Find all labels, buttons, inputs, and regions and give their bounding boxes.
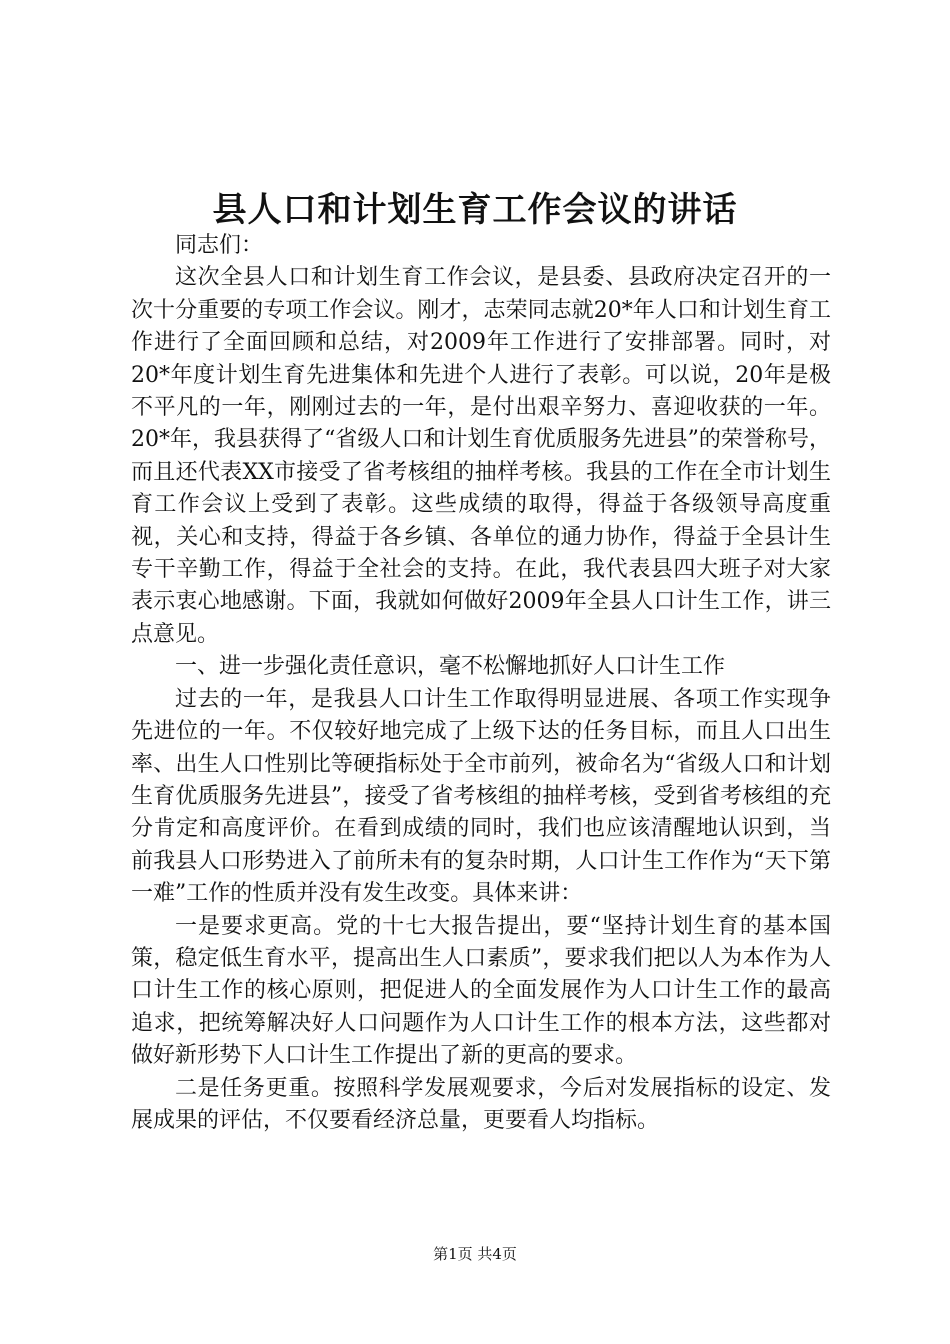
body-paragraph: 过去的一年，是我县人口计生工作取得明显进展、各项工作实现争先进位的一年。不仅较好地完成了上级下达的任务目标，而且人口出生率、出生人口性别比等硬指标处于全市前列，被命名为“省级人口和计划生育优质服务先进县”，接受了省考核组的抽样考核，受到省考核组的充分肯定和高度评价。在看到成绩的同时，我们也应该清醒地认识到，当前我县人口形势进入了前所未有的复杂时期，人口计生工作作为“天下第一难”工作的性质并没有发生改变。具体来讲： xyxy=(131,686,831,907)
body-paragraph: 二是任务更重。按照科学发展观要求，今后对发展指标的设定、发展成果的评估，不仅要看经济总量，更要看人均指标。 xyxy=(131,1075,831,1133)
section-heading: 一、进一步强化责任意识，毫不松懈地抓好人口计生工作 xyxy=(175,654,726,680)
body-paragraph: 一是要求更高。党的十七大报告提出，要“坚持计划生育的基本国策，稳定低生育水平，提高出生人口素质”，要求我们把以人为本作为人口计生工作的核心原则，把促进人的全面发展作为人口计生工作的最高追求，把统筹解决好人口问题作为人口计生工作的根本方法，这些都对做好新形势下人口计生工作提出了新的更高的要求。 xyxy=(131,913,831,1069)
document-body xyxy=(131,230,831,1137)
salutation-paragraph: 同志们： xyxy=(175,233,264,258)
body-paragraph: 这次全县人口和计划生育工作会议，是县委、县政府决定召开的一次十分重要的专项工作会议。刚才，志荣同志就20*年人口和计划生育工作进行了全面回顾和总结，对2009年工作进行了安排部署。同时，对20*年度计划生育先进集体和先进个人进行了表彰。可以说，20年是极不平凡的一年，刚刚过去的一年，是付出艰辛努力、喜迎收获的一年。20*年，我县获得了“省级人口和计划生育优质服务先进县”的荣誉称号，而且还代表XX市接受了省考核组的抽样考核。我县的工作在全市计划生育工作会议上受到了表彰。这些成绩的取得，得益于各级领导高度重视，关心和支持，得益于各乡镇、各单位的通力协作，得益于全县计生专干辛勤工作，得益于全社会的支持。在此，我代表县四大班子对大家表示衷心地感谢。下面，我就如何做好2009年全县人口计生工作，讲三点意见。 xyxy=(131,265,831,647)
page-number-footer: 第1页 共4页 xyxy=(433,1245,517,1263)
document-title: 县人口和计划生育工作会议的讲话 xyxy=(212,190,738,230)
